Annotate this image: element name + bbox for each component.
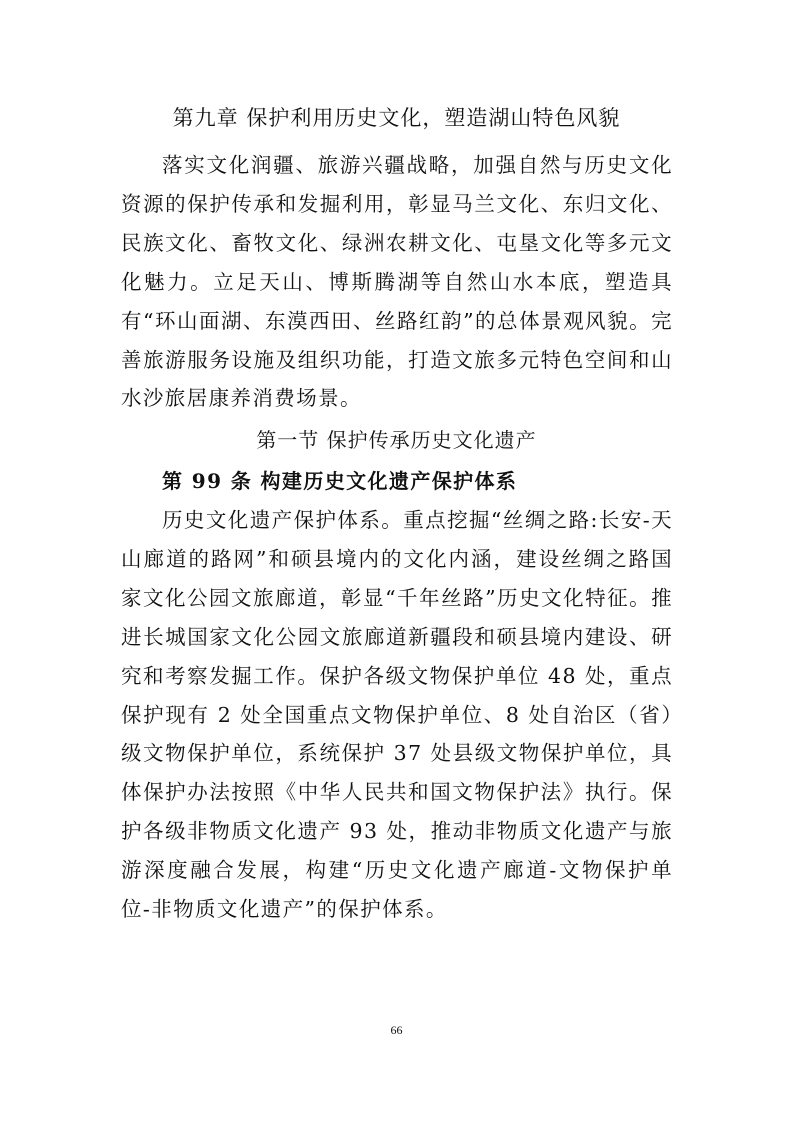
article-heading: 第 99 条 构建历史文化遗产保护体系 [162,469,518,493]
article-body-paragraph: 历史文化遗产保护体系。重点挖掘“丝绸之路:长安-天山廊道的路网”和硕县境内的文化内涵，建设丝绸之路国家文化公园文旅廊道，彰显“千年丝路”历史文化特征。推进长城国家文化公园文旅廊道新疆段和硕县境内建设、研究和考察发掘工作。保护各级文物保护单位 48 处，重点保护现有 2 处全国重点文物保护单位、8 处自治区（省）级文物保护单位，系统保护 37 处县级文物保护单位，具体保护办法按照《中华人民共和国文物保护法》执行。保护各级非物质文化遗产 93 处，推动非物质文化遗产与旅游深度融合发展，构建“历史文化遗产廊道-文物保护单位-非物质文化遗产”的保护体系。 [121,508,673,922]
page-number: 66 [390,1023,403,1037]
chapter-intro-paragraph: 落实文化润疆、旅游兴疆战略，加强自然与历史文化资源的保护传承和发掘利用，彰显马兰文化、东归文化、民族文化、畜牧文化、绿洲农耕文化、屯垦文化等多元文化魅力。立足天山、博斯腾湖等自然山水本底，塑造具有“环山面湖、东漠西田、丝路红韵”的总体景观风貌。完善旅游服务设施及组织功能，打造文旅多元特色空间和山水沙旅居康养消费场景。 [121,153,673,411]
chapter-title: 第九章 保护利用历史文化，塑造湖山特色风貌 [172,106,621,130]
section-title: 第一节 保护传承历史文化遗产 [256,428,537,452]
